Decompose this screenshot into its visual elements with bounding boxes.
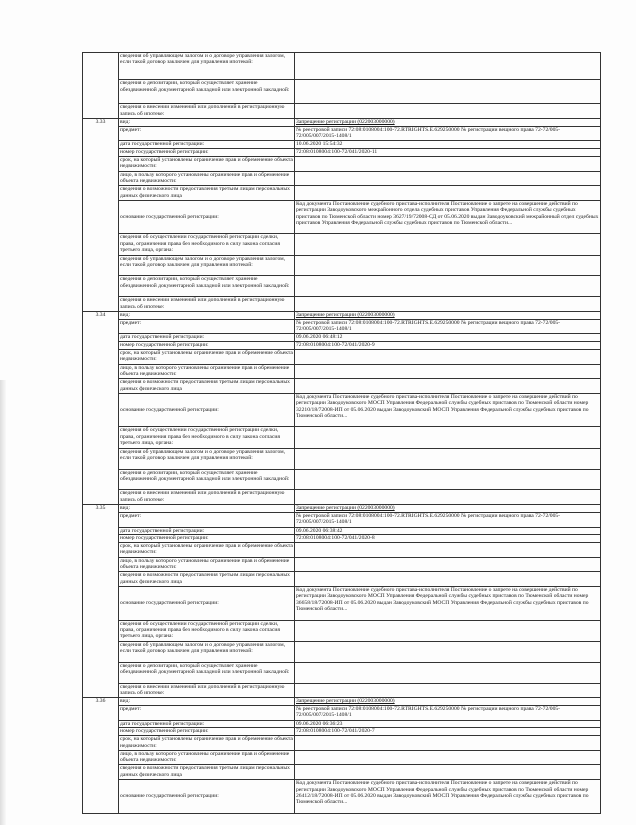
label-data: дата государственной регистрации:	[119, 334, 295, 342]
value-depozit	[295, 662, 601, 683]
label-upravl: сведения об управляющем залогом и о договоре управления залогом, если такой договор заключен для управления ипотекой:	[119, 641, 295, 662]
value-litso	[295, 364, 601, 379]
table-row	[83, 698, 601, 706]
value-depozit	[295, 276, 601, 297]
table-row	[83, 80, 601, 104]
table-row	[83, 683, 601, 698]
label-vozmozhnost: сведения о возможности предоставления третьим лицам персональных данных физического лица	[119, 186, 295, 201]
table-row	[83, 728, 601, 736]
value-vid: Запрещение регистрации (022003000000)	[295, 118, 601, 126]
value-data: 09.06.2020 06:48:12	[295, 334, 601, 342]
table-row	[83, 118, 601, 126]
value-izmen	[295, 297, 601, 312]
label-depozit: сведения о депозитарии, который осуществляет хранение обездвиженной документарной закладной или электронной закладной:	[119, 276, 295, 297]
value-vid: Запрещение регистрации (022003000000)	[295, 698, 601, 706]
table-row	[83, 750, 601, 765]
row-label: сведения об управляющем залогом и о договоре управления залогом, если такой договор заключен для управления ипотекой:	[119, 53, 295, 80]
value-soglasie	[295, 620, 601, 641]
label-predmet: предмет:	[119, 319, 295, 334]
label-predmet: предмет:	[119, 126, 295, 141]
table-row	[83, 780, 601, 814]
label-vozmozhnost: сведения о возможности предоставления третьим лицам персональных данных физического лица	[119, 572, 295, 587]
label-predmet: предмет:	[119, 512, 295, 527]
table-row	[83, 535, 601, 543]
value-izmen	[295, 683, 601, 698]
value-litso	[295, 750, 601, 765]
value-vozmozhnost	[295, 186, 601, 201]
value-osnovanie: Код документа Постановление судебного пристава-исполнителя Постановление о запрете на совершение действий по регистрации Заводоуковского МОСП Управления Федеральной службы судебных приставов по Тюменской области номер 32210/18/72008-ИП от 05.06.2020 выдан Заводоуковский МОСП Управления Федеральной службы судебных приставов по Тюменской области...	[295, 393, 601, 427]
value-srok	[295, 736, 601, 751]
label-data: дата государственной регистрации:	[119, 527, 295, 535]
value-upravl	[295, 641, 601, 662]
table-row	[83, 234, 601, 255]
label-depozit: сведения о депозитарии, который осуществляет хранение обездвиженной документарной закладной или электронной закладной:	[119, 469, 295, 490]
value-izmen	[295, 490, 601, 505]
label-vid: вид:	[119, 698, 295, 706]
label-nomer: номер государственной регистрации:	[119, 342, 295, 350]
table-row	[83, 448, 601, 469]
value-predmet: № реестровой записи 72:08:0108004:100-72.RTRIGHTS.E.629250000 № регистрации вещного права 72-72/005-72/005/007/2015-1408/1	[295, 512, 601, 527]
table-row	[83, 141, 601, 149]
label-soglasie: сведения об осуществлении государственной регистрации сделки, права, ограничения права без необходимого в силу закона согласия третьего лица, органа:	[119, 427, 295, 448]
scan-shadow	[0, 380, 6, 825]
table-row	[83, 349, 601, 364]
value-vid: Запрещение регистрации (022003000000)	[295, 312, 601, 320]
table-row	[83, 736, 601, 751]
entry-number-cell	[83, 53, 119, 119]
table-row	[83, 572, 601, 587]
value-soglasie	[295, 427, 601, 448]
entry-number: 3.34	[83, 312, 119, 505]
entry-number: 3.36	[83, 698, 119, 814]
label-soglasie: сведения об осуществлении государственной регистрации сделки, права, ограничения права без необходимого в силу закона согласия третьего лица, органа:	[119, 234, 295, 255]
table-row	[83, 342, 601, 350]
label-vozmozhnost: сведения о возможности предоставления третьим лицам персональных данных физического лица	[119, 765, 295, 780]
row-value	[295, 53, 601, 80]
value-vozmozhnost	[295, 379, 601, 394]
value-nomer: 72:08:0108004:100-72/041/2020-11	[295, 149, 601, 157]
table-row	[83, 662, 601, 683]
value-nomer: 72:08:0108004:100-72/041/2020-9	[295, 342, 601, 350]
table-row	[83, 276, 601, 297]
value-predmet: № реестровой записи 72:08:0108004:100-72.RTRIGHTS.E.629250000 № регистрации вещного права 72-72/005-72/005/007/2015-1408/1	[295, 705, 601, 720]
label-upravl: сведения об управляющем залогом и о договоре управления залогом, если такой договор заключен для управления ипотекой:	[119, 448, 295, 469]
table-row	[83, 587, 601, 621]
table-row	[83, 364, 601, 379]
label-data: дата государственной регистрации:	[119, 141, 295, 149]
value-upravl	[295, 255, 601, 276]
label-osnovanie: основание государственной регистрации:	[119, 587, 295, 621]
label-litso: лицо, в пользу которого установлены ограничение прав и обременение объекта недвижимости:	[119, 750, 295, 765]
table-row	[83, 543, 601, 558]
value-upravl	[295, 448, 601, 469]
label-depozit: сведения о депозитарии, который осуществляет хранение обездвиженной документарной закладной или электронной закладной:	[119, 662, 295, 683]
table-row	[83, 765, 601, 780]
table-row	[83, 527, 601, 535]
value-osnovanie: Код документа Постановление судебного пристава-исполнителя Постановление о запрете на совершение действий по регистрации Заводоуковского МОСП Управления Федеральной службы судебных приставов по Тюменской области номер 36658/18/72008-ИП от 05.06.2020 выдан Заводоуковский МОСП Управления Федеральной службы судебных приставов по Тюменской области...	[295, 587, 601, 621]
table-row	[83, 620, 601, 641]
table-row	[83, 393, 601, 427]
table-row	[83, 156, 601, 171]
entry-number: 3.33	[83, 118, 119, 311]
table-row	[83, 512, 601, 527]
table-row	[83, 312, 601, 320]
value-osnovanie: Код документа Постановление судебного пристава-исполнителя Постановление о запрете на совершение действий по регистрации Заводоуковского межрайонного отдела судебных приставов Управления Федеральной службы судебных приставов по Тюменской области номер 3627/19/72008-СД от 05.06.2020 выдан Заводоуковский межрайонный отдел судебных приставов Управления Федеральной службы судебных приставов по Тюменской области...	[295, 200, 601, 234]
table-row	[83, 319, 601, 334]
label-nomer: номер государственной регистрации:	[119, 149, 295, 157]
table-row	[83, 427, 601, 448]
table-row	[83, 255, 601, 276]
table-row	[83, 126, 601, 141]
label-srok: срок, на который установлены ограничение прав и обременение объекта недвижимости:	[120, 349, 293, 363]
label-izmen: сведения о внесении изменений или дополнений в регистрационную запись об ипотеке:	[119, 683, 295, 698]
table-row	[83, 171, 601, 186]
table-row	[83, 104, 601, 119]
value-depozit	[295, 469, 601, 490]
label-vid: вид:	[119, 505, 295, 513]
row-value	[295, 80, 601, 104]
encumbrance-table	[82, 52, 601, 814]
value-srok	[295, 543, 601, 558]
label-vid: вид:	[119, 312, 295, 320]
value-litso	[295, 557, 601, 572]
label-vozmozhnost: сведения о возможности предоставления третьим лицам персональных данных физического лица	[119, 379, 295, 394]
label-osnovanie: основание государственной регистрации:	[119, 780, 295, 814]
value-nomer: 72:08:0108004:100-72/041/2020-8	[295, 535, 601, 543]
label-data: дата государственной регистрации:	[119, 720, 295, 728]
label-srok: срок, на который установлены ограничение прав и обременение объекта недвижимости:	[120, 736, 293, 749]
value-data: 09.06.2020 06:36:23	[295, 720, 601, 728]
value-data: 10.06.2020 15:54:32	[295, 141, 601, 149]
label-nomer: номер государственной регистрации:	[119, 535, 295, 543]
label-predmet: предмет:	[119, 705, 295, 720]
table-row	[83, 297, 601, 312]
table-row	[83, 200, 601, 234]
value-predmet: № реестровой записи 72:08:0108004:100-72.RTRIGHTS.E.629250000 № регистрации вещного права 72-72/005-72/005/007/2015-1408/1	[295, 126, 601, 141]
value-soglasie	[295, 234, 601, 255]
value-srok	[295, 349, 601, 364]
row-label: сведения о депозитарии, который осуществляет хранение обездвиженной документарной закладной или электронной закладной:	[119, 80, 295, 104]
table-row	[83, 469, 601, 490]
label-litso: лицо, в пользу которого установлены ограничение прав и обременение объекта недвижимости:	[119, 171, 295, 186]
value-vozmozhnost	[295, 572, 601, 587]
table-row	[83, 149, 601, 157]
row-label: сведения о внесении изменений или дополнений в регистрационную запись об ипотеке:	[119, 104, 295, 119]
table-row	[83, 705, 601, 720]
table-row	[83, 379, 601, 394]
label-upravl: сведения об управляющем залогом и о договоре управления залогом, если такой договор заключен для управления ипотекой:	[119, 255, 295, 276]
label-izmen: сведения о внесении изменений или дополнений в регистрационную запись об ипотеке:	[119, 297, 295, 312]
row-value	[295, 104, 601, 119]
label-litso: лицо, в пользу которого установлены ограничение прав и обременение объекта недвижимости:	[119, 364, 295, 379]
value-osnovanie: Код документа Постановление судебного пристава-исполнителя Постановление о запрете на совершение действий по регистрации Заводоуковского МОСП Управления Федеральной службы судебных приставов по Тюменской области номер 26412/18/72008-ИП от 05.06.2020 выдан Заводоуковский МОСП Управления Федеральной службы судебных приставов по Тюменской области...	[295, 780, 601, 814]
value-vozmozhnost	[295, 765, 601, 780]
table-row	[83, 505, 601, 513]
table-row	[83, 53, 601, 80]
label-nomer: номер государственной регистрации:	[119, 728, 295, 736]
label-srok: срок, на который установлены ограничение прав и обременение объекта недвижимости:	[120, 156, 293, 170]
value-data: 09.06.2020 06:38:42	[295, 527, 601, 535]
table-row	[83, 720, 601, 728]
table-row	[83, 490, 601, 505]
label-osnovanie: основание государственной регистрации:	[119, 200, 295, 234]
table-row	[83, 641, 601, 662]
label-litso: лицо, в пользу которого установлены ограничение прав и обременение объекта недвижимости:	[119, 557, 295, 572]
table-row	[83, 186, 601, 201]
label-izmen: сведения о внесении изменений или дополнений в регистрационную запись об ипотеке:	[119, 490, 295, 505]
value-nomer: 72:08:0108004:100-72/041/2020-7	[295, 728, 601, 736]
label-srok: срок, на который установлены ограничение прав и обременение объекта недвижимости:	[120, 543, 293, 556]
value-srok	[295, 156, 601, 171]
label-osnovanie: основание государственной регистрации:	[119, 393, 295, 427]
label-vid: вид:	[119, 118, 295, 126]
value-predmet: № реестровой записи 72:08:0108004:100-72.RTRIGHTS.E.629250000 № регистрации вещного права 72-72/005-72/005/007/2015-1408/1	[295, 319, 601, 334]
value-litso	[295, 171, 601, 186]
entry-number: 3.35	[83, 505, 119, 698]
table-row	[83, 334, 601, 342]
label-soglasie: сведения об осуществлении государственной регистрации сделки, права, ограничения права без необходимого в силу закона согласия третьего лица, органа:	[119, 620, 295, 641]
value-vid: Запрещение регистрации (022003000000)	[295, 505, 601, 513]
table-row	[83, 557, 601, 572]
